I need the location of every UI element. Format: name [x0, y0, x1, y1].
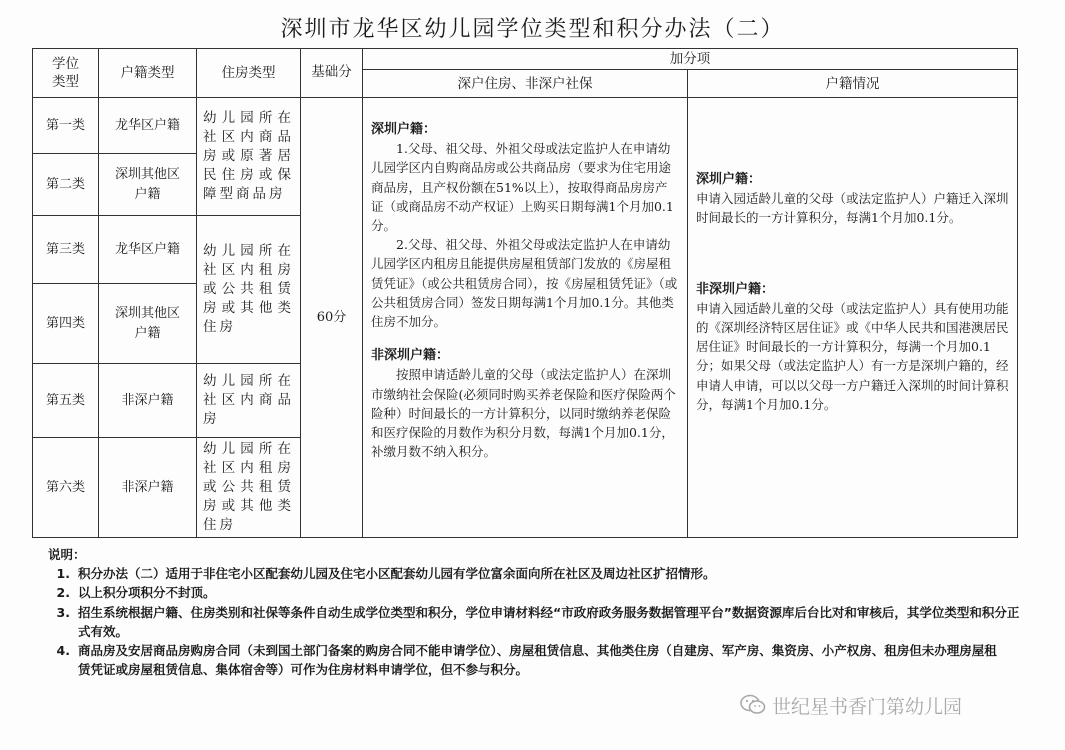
note-item — [48, 564, 1028, 583]
header-base: 基础分 — [301, 49, 363, 98]
header-bonus-housing: 深户住房、非深户社保 — [363, 70, 688, 98]
housing-group-2: 幼儿园所在社区内租房或公共租赁房或其他类住房 — [197, 216, 301, 364]
bonus-housing-sz-p2: 2.父母、祖父母、外祖父母或法定监护人在申请幼儿园学区内租房且能提供房屋租赁部门发放的《房屋租赁凭证》（或公共租赁房合同），按《房屋租赁凭证》（或公共租赁房合同）签发日期每满1个月加0.1分。其他类住房不加分。 — [371, 237, 678, 330]
note-text: 以上积分项积分不封顶。 — [78, 585, 216, 601]
bonus-housing-nonsz-title: 非深圳户籍： — [371, 348, 450, 364]
wechat-icon — [740, 694, 766, 716]
row-type-6: 第六类 — [33, 438, 99, 538]
notes-heading: 说明： — [48, 547, 86, 562]
row-type-2: 第二类 — [33, 154, 99, 216]
row-hukou-5: 非深户籍 — [99, 364, 197, 438]
bonus-housing-sz-p1: 1.父母、祖父母、外祖父母或法定监护人在申请幼儿园学区内自购商品房或公共商品房（要求为住宅用途商品房，且产权份额在51%以上），按取得商品房房产证（或商品房不动产权证）上购买日期每满1个月加0.1分。 — [371, 141, 674, 234]
row-hukou-3: 龙华区户籍 — [99, 216, 197, 284]
note-number: 4. — [56, 643, 70, 659]
row-type-4: 第四类 — [33, 284, 99, 364]
score-table — [32, 48, 1018, 538]
header-bonus-hukou: 户籍情况 — [688, 70, 1018, 98]
row-hukou-4: 深圳其他区户籍 — [99, 284, 197, 364]
bonus-hukou-sz-title: 深圳户籍： — [696, 172, 762, 187]
note-number: 2. — [56, 585, 70, 601]
base-score: 60分 — [301, 98, 363, 538]
row-hukou-6: 非深户籍 — [99, 438, 197, 538]
bonus-hukou-nonsz-p1: 申请入园适龄儿童的父母（或法定监护人）具有使用功能的《深圳经济特区居住证》或《中华人民共和国港澳居民居住证》时间最长的一方计算积分，每满一个月加0.1分；如果父母（或法定监护人）有一方是深圳户籍的，经申请人申请，可以以父母一方户籍迁入深圳的时间计算积分，每满1个月加0.1分。 — [696, 300, 1009, 412]
bonus-housing-sz-title: 深圳户籍： — [371, 122, 437, 137]
header-housing: 住房类型 — [197, 49, 301, 98]
watermark — [740, 690, 1040, 720]
row-type-1: 第一类 — [33, 98, 99, 154]
housing-group-1: 幼儿园所在社区内商品房或原著居民住房或保障型商品房 — [197, 98, 301, 216]
note-number: 1. — [56, 566, 70, 582]
note-number: 3. — [56, 604, 70, 620]
header-hukou: 户籍类型 — [99, 49, 197, 98]
note-item — [48, 603, 1028, 641]
bonus-housing-nonsz-p1: 按照申请适龄儿童的父母（或法定监护人）在深圳市缴纳社会保险(必须同时购买养老保险和医疗保险两个险种）时间最长的一方计算积分，以同时缴纳养老保险和医疗保险的月数作为积分月数，每满1个月加0.1分，补缴月数不纳入积分。 — [371, 367, 676, 460]
bonus-hukou-sz-p1: 申请入园适龄儿童的父母（或法定监护人）户籍迁入深圳时间最长的一方计算积分，每满1个月加0.1分。 — [696, 191, 1009, 226]
bonus-hukou-cell — [688, 98, 1018, 538]
housing-group-4: 幼儿园所在社区内租房或公共租赁房或其他类住房 — [197, 438, 301, 538]
row-type-5: 第五类 — [33, 364, 99, 438]
watermark-text: 世纪星书香门第幼儿园 — [772, 695, 963, 718]
row-type-3: 第三类 — [33, 216, 99, 284]
note-item — [48, 641, 1028, 679]
housing-group-3: 幼儿园所在社区内商品房 — [197, 364, 301, 438]
bonus-hukou-nonsz-title: 非深圳户籍： — [696, 281, 775, 297]
note-item — [48, 583, 1028, 602]
bonus-housing-cell — [363, 98, 688, 538]
note-text: 商品房及安居商品房购房合同（未到国土部门备案的购房合同不能申请学位）、房屋租赁信息、其他类住房（自建房、军产房、集资房、小产权房、租房但未办理房屋租赁凭证或房屋租赁信息、集体宿舍等）可作为住房材料申请学位，但不参与积分。 — [78, 643, 997, 678]
note-text: 积分办法（二）适用于非住宅小区配套幼儿园及住宅小区配套幼儿园有学位富余面向所在社区及周边社区扩招情形。 — [78, 566, 716, 582]
header-type: 学位 类型 — [33, 49, 99, 98]
header-bonus: 加分项 — [363, 49, 1018, 70]
page-title: 深圳市龙华区幼儿园学位类型和积分办法（二） — [280, 17, 785, 42]
row-hukou-1: 龙华区户籍 — [99, 98, 197, 154]
note-text: 招生系统根据户籍、住房类别和社保等条件自动生成学位类型和积分，学位申请材料经“市政府政务服务数据管理平台”数据资源库后台比对和审核后，其学位类型和积分正式有效。 — [78, 604, 1020, 639]
row-hukou-2: 深圳其他区户籍 — [99, 154, 197, 216]
notes-section — [48, 545, 1028, 679]
